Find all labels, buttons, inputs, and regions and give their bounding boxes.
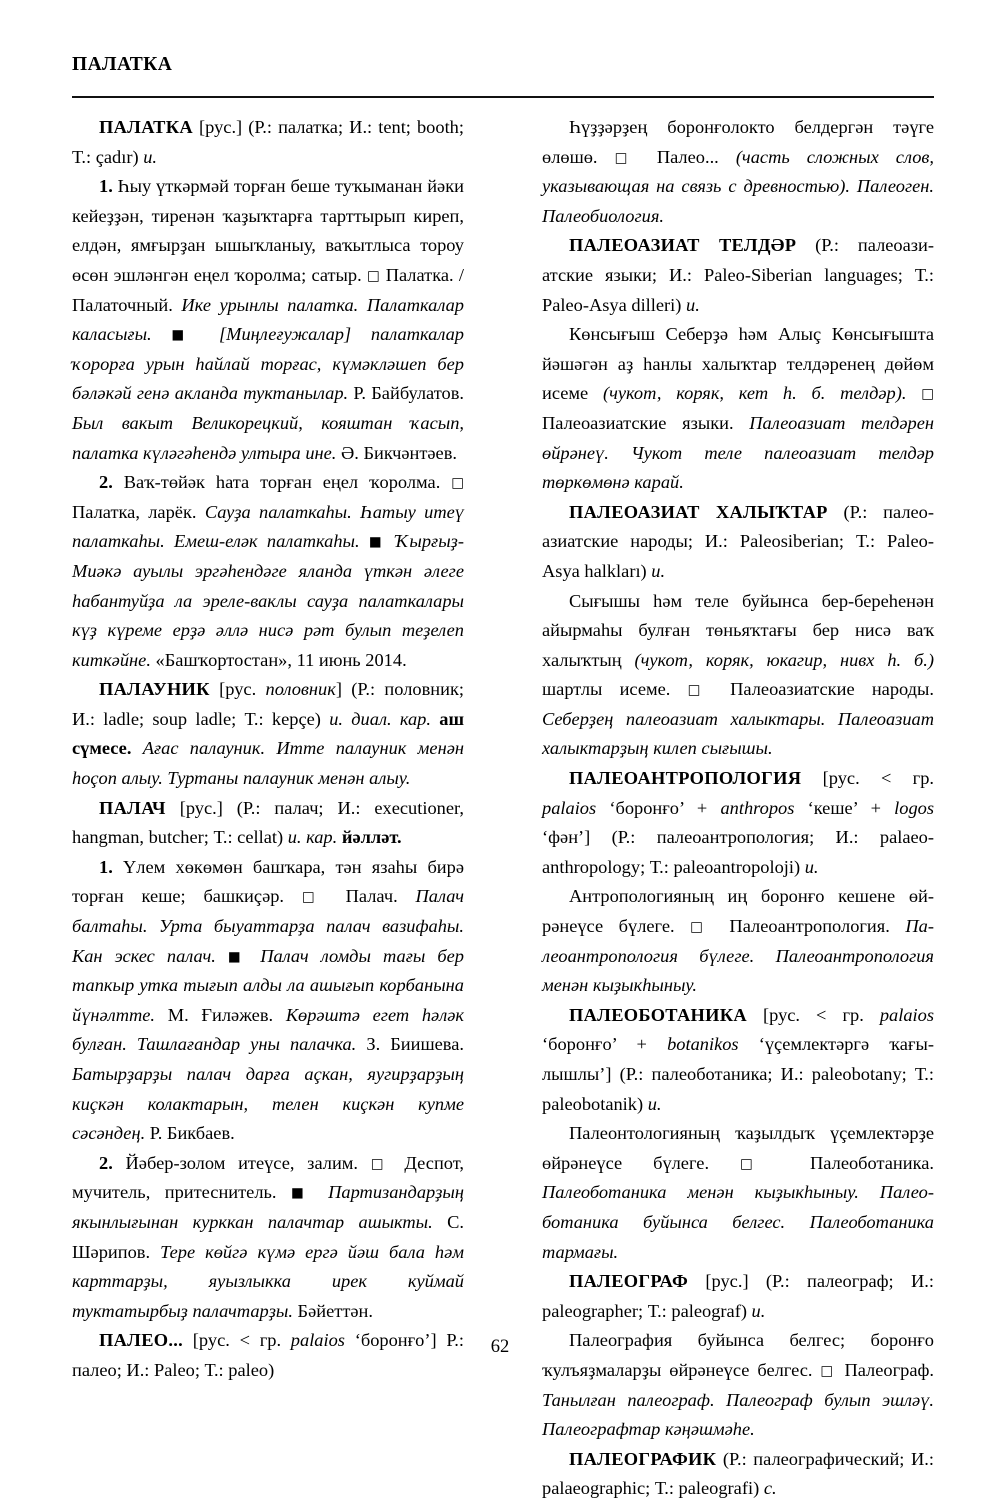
entry-palach-sense-1: 1. Үлем хөкөмөн башҡара, тән язаһы бирә торған кеше; башкиçәр. □ Палач. Палач балтаһы. Урта быуаттарҙа палач вазифаһы. Кан эскес палач. ■ Палач ломды тағы бер тапкыр утка тығып алды ла ашығып корбанына йүнәлтте. М. Ғиләжев. Көрәштә егет һәләк булған. Ташлағандар уны палачка. З. Биишева. Батырҙарҙы палач дарға аçкан, яугирҙарҙың киçкән колактарын, телен киçкән купме сәсәндең. Р. Бикбаев. (72, 856, 465, 1144)
entry-paleobotanika-def: Палеонтологияның ҡаҙылдыҡ үçемлектәрҙе өйрәнеүсе бүлеге. □ Палеоботаника. Палеоботаника менән кыҙыкһыныу. Палеоботаника буйынса белгес. Палеоботаника тармағы. (542, 1123, 935, 1262)
running-head (72, 55, 932, 75)
running-head-text: ПАЛАТКА (72, 54, 173, 75)
column-left (72, 113, 464, 1386)
page-number: 62 (490, 1337, 510, 1357)
entry-paleoaziat-halyktar: ПАЛЕОАЗИАТ ХАЛЫҠТАР (Р.: палеоазиатские народы; И.: Paleosiberian; Т.: Paleo-Asya halkları) и. (542, 501, 935, 581)
entry-palatka-sense-1: 1. Һыу үткәрмәй торған беше туҡыманан йәки кейеҙҙән, тиренән ҡаҙыҡтарға тарттырып киреп, елдән, ямғырҙан ышыҡланыу, ваҡытлыса тороу өсөн эшләнгән еңел ҡоролма; сатыр. □ Палатка. / Палаточный. Ике урынлы палатка. Палаткалар каласығы. ■ [Миңлеғужалар] палаткалар ҡорорға урын һайлай торғас, күмәкләшеп бер бәләкәй генә акланда туктанылар. Р. Байбулатов. Был вакыт Великорецкий, кояштан ҡасып, палатка күләгәһендә ултыра ине. Ә. Бикчәнтәев. (72, 176, 464, 463)
entry-palach: ПАЛАЧ [рус.] (Р.: палач; И.: executioner, hangman, butcher; Т.: cellat) и. кар. йәлләт. (72, 797, 464, 848)
entry-paleo-def: Һүҙҙәрҙең боронғолокто белдергән тәүге өлөшө. □ Палео... (часть сложных слов, указывающая на связь с древностью). Палеоген. Палеобиология. (542, 117, 934, 226)
entry-palaunik: ПАЛАУНИК [рус. половник] (Р.: половник; И.: ladle; soup ladle; Т.: kepçe) и. диал. кар. аш сүмесе. Ағас палауник. Итте палауник менән һоçоп алыу. Туртаны палауник менән алыу. (72, 679, 464, 789)
entry-paleoantropologiya-def: Антропологияның иң боронғо кешене өйрәнеүсе бүлеге. □ Палеоантропология. Палеоантропология бүлеге. Палеоантропология менән кыҙыкһыныу. (542, 886, 934, 996)
entry-paleografik: ПАЛЕОГРАФИК (Р.: палеографический; И.: palaeographic; Т.: paleografi) с. (542, 1448, 934, 1499)
entry-palatka-sense-2: 2. Ваҡ-төйәк һата торған еңел ҡоролма. □ Палатка, ларёк. Сауҙа палаткаһы. Һатыу итеү палаткаһы. Емеш-еләк палаткаһы. ■ Ҡырғыҙ-Миәкә ауылы эргәһендәге яланда үткән әлеге һабантуйҙа ла эреле-ваклы сауҙа палаткалары күҙ күреме ерҙә әллә нисә рәт булып теҙелеп киткәйне. «Башҡортостан», 11 июнь 2014. (72, 472, 464, 670)
entry-paleoaziat-halyktar-def: Сығышы һәм теле буйынса бер-береһенән айырмаһы булған төньяҡтағы бер нисә ваҡ халыҡтың (чукот, коряк, юкагир, нивх h. б.) шартлы исеме. □ Палеоазиатские народы. Себерҙең палеоазиат халыктары. Палеоазиат халыктарҙың килеп сығышы. (542, 590, 935, 759)
column-right (542, 113, 934, 1504)
entry-paleoaziat-teldar: ПАЛЕОАЗИАТ ТЕЛДӘР (Р.: палеоазиатские языки; И.: Paleo-Siberian languages; Т.: Paleo-Asya dilleri) и. (542, 235, 934, 315)
entry-paleograf-def: Палеография буйынса белгес; боронғо ҡулъяҙмаларҙы өйрәнеүсе белгес. □ Палеограф. Танылған палеограф. Палеограф булып эшләү. Палеографтар кәңәшмәһе. (542, 1330, 935, 1440)
entry-paleobotanika: ПАЛЕОБОТАНИКА [рус. < гр. palaios ‘боронғо’ + botanikos ‘үçемлектәргә ҡағылышлы’] (Р.: палеоботаника; И.: paleobotany; Т.: paleobotanik) и. (542, 1004, 934, 1114)
entry-palach-sense-2: 2. Йәбер-золом итеүсе, залим. □ Деспот, мучитель, притеснитель. ■ Партизандарҙың якынлығынан курккан палачтар ашыкты. С. Шәрипов. Тере көйгә күмә ергә йәш бала һәм карттарҙы, яуызлыкка ирек куймай туктатырбыҙ палачтарҙы. Бәйеттән. (72, 1152, 464, 1321)
entry-paleoaziat-teldar-def: Көнсығыш Себерҙә һәм Алыç Көнсығышта йәшәгән аҙ һанлы халыҡтар телдәренең дөйөм исеме (чукот, коряк, кет h. б. телдәр). □ Палеоазиатские языки. Палеоазиат телдәрен өйрәнеү. Чукот теле палеоазиат телдәр төркөмөнә карай. (542, 324, 934, 493)
entry-paleo: ПАЛЕО... [рус. < гр. palaios ‘боронғо’] Р.: палео; И.: Paleo; Т.: paleo) (72, 1330, 464, 1380)
entry-paleoantropologiya: ПАЛЕОАНТРОПОЛОГИЯ [рус. < гр. palaios ‘боронғо’ + anthropos ‘кеше’ + logos ‘фән’] (Р.: палеоантропология; И.: palaeoanthropology; Т.: paleoantropoloji) и. (542, 768, 935, 877)
header-rule (72, 96, 934, 98)
entry-palatka: ПАЛАТКА [рус.] (Р.: палатка; И.: tent; booth; Т.: çadır) и. (72, 117, 464, 167)
entry-paleograf: ПАЛЕОГРАФ [рус.] (Р.: палеограф; И.: paleographer; Т.: paleograf) и. (542, 1271, 934, 1321)
